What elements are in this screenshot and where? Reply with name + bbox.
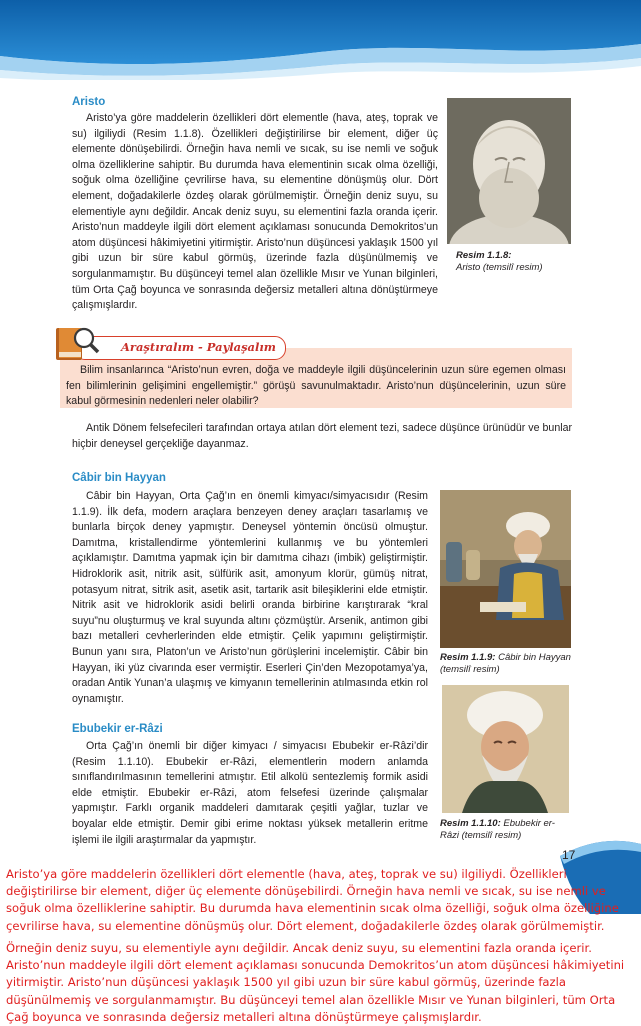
aristo-caption-text: Aristo (temsilî resim) [456, 262, 543, 273]
razi-text: Orta Çağ’ın önemli bir diğer kimyacı / simyacısı Ebubekir er-Râzi’dir (Resim 1.1.10). Ebubekir er-Râzi, elementlerin modern anlamda sınıflandırılmasının temellerini atmıştır. Etil alkolü sentezlemiş formik asidi elde etmiştir. Ebubekir er-Râzi, atom felsefesi üzerinde çalışmalar yapmıştır. Farklı organik maddeleri damıtarak çeşitli yağlar, tuzlar ve boyalar elde etmiştir. Demir gibi erime noktası yüksek metallerin eritme işlemi ile ilgili araştırmalar da yapmıştır. [72, 740, 428, 846]
overlay-paragraph-2: Örneğin deniz suyu, su elementiyle aynı değildir. Ancak deniz suyu, su elementini fazla oranda içerir. Aristo’nun maddeyle ilgili dört element açıklaması sonucunda Demokritos’un atom düşüncesi hâkimiyetini yitirmiştir. Aristo’nun düşüncesi yaklaşık 1500 yıl gibi uzun bir süre kabul görmüş, üzerinde fazla düşünülmemiş ve sorgulanmamıştır. Bu düşünceyi temel alan özellikle Mısır ve Yunan bilginleri, tüm Orta Çağ boyunca ve sonrasında değersiz metalleri altına dönüştürmeye çalışmışlardır. [6, 941, 625, 1024]
aristo-caption-num: Resim 1.1.8: [456, 250, 512, 261]
header-wave [0, 0, 641, 80]
aristo-bust-image [447, 98, 571, 244]
cabir-caption-text: Câbir bin Hayyan (temsilî resim) [440, 652, 571, 675]
cabir-caption-num: Resim 1.1.9: [440, 652, 496, 663]
aristo-text: Aristo’ya göre maddelerin özellikleri dört elementle (hava, ateş, toprak ve su) ilgiliydi (Resim 1.1.8). Özellikleri değiştirilirse bir element, diğer üç elemente dönüşebilirdi. Örneğin hava nemli ve sıcak, su ise nemli ve soğuk olma özelliklerine sahiptir. Bu durumda hava elementinin sıcak olma özelliği, soğuk olma özelliğine çevrilirse hava, su elementine dönüşmüş olur. Dört element, doğadakilerle özdeş olarak görülmemiştir. Örneğin deniz suyu, su elementiyle aynı değildir. Ancak deniz suyu, su elementini fazla oranda içerir. Aristo’nun maddeyle ilgili dört element açıklaması sonucunda Demokritos’un atom düşüncesi hâkimiyetini yitirmiştir. Aristo’nun düşüncesi yaklaşık 1500 yıl gibi uzun bir süre kabul görmüş, üzerinde fazla düşünülmemiş ve sorgulanmamıştır. Bu düşünceyi temel alan özellikle Mısır ve Yunan bilginleri, tüm Orta Çağ boyunca ve sonrasında değersiz metalleri altına dönüştürmeye çalışmışlardır. [72, 112, 438, 312]
aristo-caption [456, 250, 576, 274]
page-number: 17 [562, 848, 576, 862]
cabir-text: Câbir bin Hayyan, Orta Çağ’ın en önemli kimyacı/simyacısıdır (Resim 1.1.9). İlk defa, modern araçlara benzeyen deney araçları tasarlamış ve bunlarla birçok deney yapmıştır. Deneysel yöntemin öncüsü olmuştur. Damıtma, kristallendirme yöntemlerini kullanmış ve bu yöntemleri açıklamıştır. Damıtma yapmak için bir damıtma cihazı (imbik) geliştirmiştir. Hidroklorik asit, nitrik asit, sülfürik asit, amonyum klorür, gümüş nitrat, potasyum nitrat, sitrik asit, asetik asit, tartarik asit bileşiklerini elde etmiştir. Nitrik asit ve hidroklorik asidi belirli oranda birbirine karıştırarak “kral suyu”nu oluşturmuş ve kral suyunda altını çözmüştür. Arsenik, antimon gibi bazı metalleri cevherlerinden elde etmiştir. Çelik yapımını geliştirmiştir. Bunun yanı sıra, Platon’un ve Aristo’nun görüşlerini incelemiştir. Câbir bin Hayyan, iki yüz civarında eser vermiştir. Eserleri Çin’den Mezopotamya’ya, oradan Antik Yunan’a ulaşmış ve kimyanın temellerinin atılmasında etkin rol oynamıştır. [72, 490, 428, 705]
cabir-caption [440, 652, 571, 676]
aristo-heading: Aristo [72, 96, 106, 108]
book-magnifier-icon [54, 322, 102, 362]
overlay-paragraph-1: Aristo’ya göre maddelerin özellikleri dört elementle (hava, ateş, toprak ve su) ilgiliydi. Özellikleri değiştirilirse bir element, diğer üç elemente dönüşebilirdi. Örneğin hava nemli ve sıcak, su ise nemli ve soğuk olma özelliklerine sahiptir. Bu durumda hava elementinin sıcak olma özelliği, soğuk olma özelliğine çevrilirse hava, su elementine dönüşmüş olur. Dört element, doğadakilerle özdeş olarak görülmemiştir. [6, 867, 619, 933]
razi-caption-text: Ebubekir er-Râzi (temsilî resim) [440, 818, 555, 841]
razi-caption-num: Resim 1.1.10: [440, 818, 501, 829]
razi-caption [440, 818, 571, 842]
research-text: Bilim insanlarınca “Aristo’nun evren, doğa ve maddeyle ilgili düşüncelerinin uzun süre egemen olması fen bilimlerinin gelişimini engellemiştir.” görüşü savunulmaktadır. Aristo’nun düşüncelerinin, uzun süre kabul görmesinin nedenleri neler olabilir? [66, 364, 566, 408]
cabir-heading: Câbir bin Hayyan [72, 472, 166, 484]
razi-heading: Ebubekir er-Râzi [72, 723, 163, 735]
cabir-painting-image [440, 490, 571, 648]
research-label-badge [74, 336, 286, 360]
razi-portrait-image [442, 685, 569, 813]
research-label: Araştıralım - Paylaşalım [121, 340, 276, 354]
antik-text: Antik Dönem felsefecileri tarafından ortaya atılan dört element tezi, sadece düşünce ürünüdür ve bunlar hiçbir deneysel gerçekliğe dayanmaz. [72, 422, 572, 450]
